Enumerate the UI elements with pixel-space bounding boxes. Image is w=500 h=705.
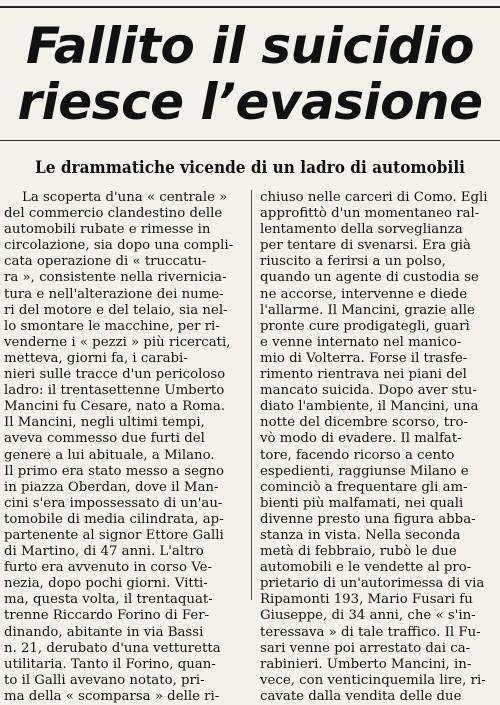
right-column — [260, 190, 494, 704]
text-line: vò modo di evadere. Il malfat- — [260, 431, 462, 447]
text-line: cominciò a frequentare gli am- — [260, 479, 468, 495]
text-line: tomobile di media cilindrata, ap- — [4, 511, 224, 527]
text-line: espedienti, raggiunse Milano e — [260, 463, 469, 479]
text-line: Il primo era stato messo a segno — [4, 463, 225, 479]
text-line: teressava » di tale traffico. Il Fu- — [260, 624, 481, 640]
text-line: stanza in vista. Nella seconda — [260, 527, 461, 543]
text-line: rabinieri. Umberto Mancini, in- — [260, 656, 472, 672]
text-line: ne accorse, intervenne e diede — [260, 286, 468, 302]
headline-line-2: riesce l’evasione — [17, 73, 483, 131]
headline-line-1: Fallito il suicidio — [26, 17, 474, 75]
text-line: pronte cure prodigategli, guarì — [260, 318, 470, 334]
text-line: cata operazione di « truccatu- — [4, 254, 207, 270]
text-line: automobili e le vendette al pro- — [260, 560, 472, 576]
text-line: ma della « scomparsa » delle ri- — [4, 688, 220, 704]
headline-rule — [0, 140, 500, 141]
text-line: Il Mancini, negli ultimi tempi, — [4, 415, 205, 431]
top-rule — [0, 6, 500, 8]
text-line: genere a lui abituale, a Milano. — [4, 447, 215, 463]
text-line: automobili rubate e rimesse in — [4, 222, 211, 238]
text-line: trenne Riccardo Forino di Fer- — [4, 608, 210, 624]
text-line: ma, questa volta, il trentaquat- — [4, 592, 213, 608]
text-line: riuscito a ferirsi a un polso, — [260, 254, 446, 270]
text-line: n. 21, derubato d'una vetturetta — [4, 640, 221, 656]
text-line: lentamento della sorveglianza — [260, 222, 463, 238]
text-line: nezia, dopo pochi giorni. Vitti- — [4, 576, 208, 592]
text-line: divenne presto una figura abba- — [260, 511, 476, 527]
text-line: nieri sulle tracce d'un pericoloso — [4, 367, 226, 383]
text-line: utilitaria. Tanto il Forino, quan- — [4, 656, 216, 672]
text-line: tura e nell'alterazione dei nume- — [4, 286, 224, 302]
left-column — [4, 190, 242, 704]
text-line: furto era avvenuto in corso Ve- — [4, 560, 212, 576]
text-line: in piazza Oberdan, dove il Man- — [4, 479, 219, 495]
text-line: lo smontare le macchine, per ri- — [4, 318, 220, 334]
text-line: mancato suicida. Dopo aver stu- — [260, 383, 477, 399]
text-line: Ripamonti 193, Mario Fusari fu — [260, 592, 473, 608]
text-line: mio di Volterra. Forse il trasfe- — [260, 350, 468, 366]
column-divider — [251, 190, 252, 600]
text-line: to il Galli avevano notato, pri- — [4, 672, 205, 688]
text-line: ladro: il trentasettenne Umberto — [4, 383, 225, 399]
text-line: sari venne poi arrestato dai ca- — [260, 640, 471, 656]
text-line: diato l'ambiente, il Mancini, una — [260, 399, 479, 415]
text-line: metteva, giorni fa, i carabi- — [4, 350, 188, 366]
text-line: di Martino, di 47 anni. L'altro — [4, 544, 204, 560]
text-line: ri del motore e del telaio, sia nel- — [4, 302, 228, 318]
text-line: del commercio clandestino delle — [4, 206, 223, 222]
text-line: cini s'era impossessato di un'au- — [4, 495, 223, 511]
text-line: l'allarme. Il Mancini, grazie alle — [260, 302, 475, 318]
text-line: vece, con venticinquemila lire, ri- — [260, 672, 486, 688]
text-line: tore, facendo ricorso a cento — [260, 447, 455, 463]
text-line: notte del dicembre scorso, tro- — [260, 415, 468, 431]
text-line: ra », consistente nella rivernicia- — [4, 270, 227, 286]
text-line: metà di febbraio, rubò le due — [260, 544, 457, 560]
text-line: La scoperta d'una « centrale » — [22, 190, 228, 205]
text-line: aveva commesso due furti del — [4, 431, 205, 447]
text-line: Mancini fu Cesare, nato a Roma. — [4, 399, 226, 415]
text-line: per tentare di svenarsi. Era già — [260, 238, 471, 254]
text-line: approfittò d'un momentaneo ral- — [260, 206, 480, 222]
subheadline: Le drammatiche vicende di un ladro di automobili — [35, 158, 465, 178]
text-line: e venne internato nel manico- — [260, 334, 462, 350]
text-line: circolazione, sia dopo una compli- — [4, 238, 234, 254]
text-line: quando un agente di custodia se — [260, 270, 479, 286]
text-line: prietario di un'autorimessa di via — [260, 576, 485, 592]
text-line: partenente al signor Ettore Galli — [4, 527, 224, 543]
text-line: bienti più malfamati, nei quali — [260, 495, 464, 511]
text-line: rimento rientrava nei piani del — [260, 367, 467, 383]
text-line: venderne i « pezzi » più ricercati, — [4, 334, 231, 350]
article-body — [0, 190, 500, 704]
text-line: cavate dalla vendita delle due — [260, 688, 462, 704]
text-line: Giuseppe, di 34 anni, che « s'in- — [260, 608, 476, 624]
headline — [0, 18, 500, 130]
text-line: chiuso nelle carceri di Como. Egli — [260, 190, 488, 205]
text-line: dinando, abitante in via Bassi — [4, 624, 204, 640]
